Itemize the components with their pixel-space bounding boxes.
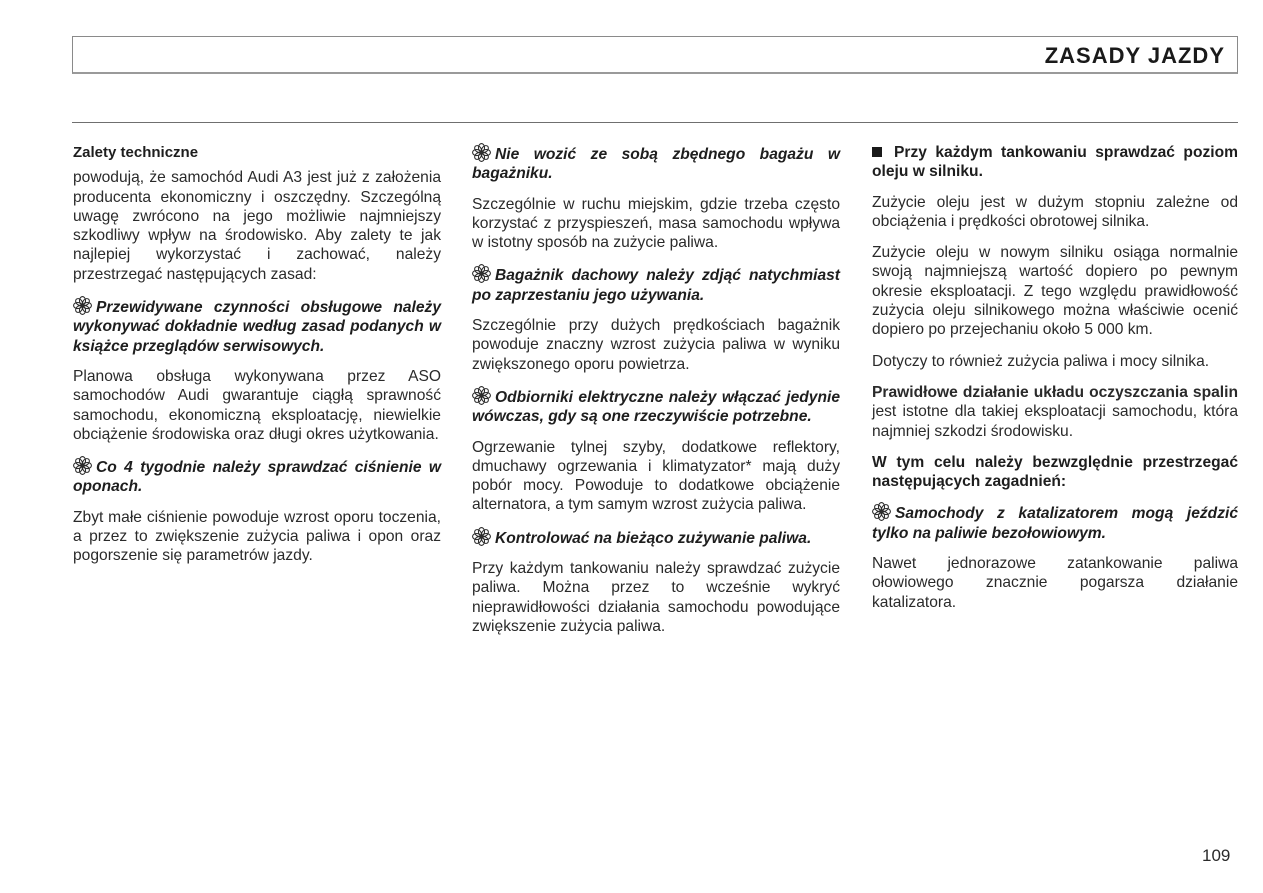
tip-heading-text: Co 4 tygodnie należy sprawdzać ciśnienie w oponach. xyxy=(73,459,441,496)
paragraph: powodują, że samochód Audi A3 jest już z założenia producenta ekonomiczny i oszczędny. Szczególną uwagę zwrócono na jego możliwie najmniejszy szkodliwy wpływ na środowisko. Aby zalety te jak najlepiej wykorzystać i zachować, należy przestrzegać następujących zasad: xyxy=(73,169,441,283)
paragraph: Przy każdym tankowaniu należy sprawdzać zużycie paliwa. Można przez to wcześnie wykryć nieprawidłowości działania samochodu powodujące zwiększenie zużycia paliwa. xyxy=(472,560,840,635)
paragraph: Nawet jednorazowe zatankowanie paliwa ołowiowego znacznie pogarsza działanie katalizatora. xyxy=(872,555,1238,611)
tip-heading xyxy=(73,456,441,497)
bullet-heading xyxy=(872,143,1238,182)
tip-heading-text: Nie wozić ze sobą zbędnego bagażu w bagażniku. xyxy=(472,146,840,183)
paragraph: Zużycie oleju jest w dużym stopniu zależne od obciążenia i prędkości obrotowej silnika. xyxy=(872,193,1238,230)
tip-heading xyxy=(872,502,1238,543)
bullet-heading-text: Przy każdym tankowaniu sprawdzać poziom oleju w silniku. xyxy=(872,144,1238,181)
tip-heading xyxy=(472,386,840,427)
paragraph: Zużycie oleju w nowym silniku osiąga normalnie swoją najmniejszą wartość dopiero po pewnym okresie eksploatacji. Z tego względu prawidłowość zużycia oleju silnikowego można właściwie ocenić dopiero po przejechaniu około 5 000 km. xyxy=(872,244,1238,339)
eco-flower-icon xyxy=(472,386,491,405)
eco-flower-icon xyxy=(472,264,491,283)
column-2 xyxy=(472,143,840,648)
page-title: ZASADY JAZDY xyxy=(1044,43,1225,68)
paragraph: Zbyt małe ciśnienie powoduje wzrost oporu toczenia, a przez to zwiększenie zużycia paliwa i opon oraz pogorszenie się parametrów jazdy. xyxy=(73,508,441,565)
square-bullet-icon xyxy=(872,147,882,157)
tip-heading xyxy=(472,264,840,305)
header-divider xyxy=(72,122,1238,123)
tip-heading xyxy=(472,143,840,184)
paragraph: Ogrzewanie tylnej szyby, dodatkowe reflektory, dmuchawy ogrzewania i klimatyzator* mają duży pobór mocy. Powoduje to dodatkowe obciążenie alternatora, a tym samym wzrost zużycia paliwa. xyxy=(472,438,840,514)
eco-flower-icon xyxy=(472,143,491,162)
column-3 xyxy=(872,143,1238,624)
paragraph: Szczególnie przy dużych prędkościach bagażnik powoduje znaczny wzrost zużycia paliwa w wyniku zwiększonego oporu powietrza. xyxy=(472,317,840,373)
column-1 xyxy=(73,143,441,578)
eco-flower-icon xyxy=(73,456,92,475)
eco-flower-icon xyxy=(73,296,92,315)
bold-lead: Prawidłowe działanie układu oczyszczania spalin xyxy=(872,383,1238,401)
tip-heading-text: Przewidywane czynności obsługowe należy wykonywać dokładnie według zasad podanych w książce przeglądów serwisowych. xyxy=(73,299,441,355)
tip-heading xyxy=(472,527,840,548)
section-heading: Zalety techniczne xyxy=(73,144,199,161)
paragraph: Szczególnie w ruchu miejskim, gdzie trzeba często korzystać z przyspieszeń, masa samochodu wpływa w istotny sposób na zużycie paliwa. xyxy=(472,195,840,252)
bold-heading: W tym celu należy bezwzględnie przestrzegać następujących zagadnień: xyxy=(872,453,1238,491)
tip-heading-text: Samochody z katalizatorem mogą jeździć tylko na paliwie bezołowiowym. xyxy=(872,505,1238,542)
paragraph-rest: jest istotne dla takiej eksploatacji samochodu, która najmniej szkodzi środowisku. xyxy=(872,403,1238,440)
eco-flower-icon xyxy=(472,527,491,546)
tip-heading-text: Kontrolować na bieżąco zużywanie paliwa. xyxy=(495,529,812,547)
tip-heading-text: Odbiorniki elektryczne należy włączać jedynie wówczas, gdy są one rzeczywiście potrzebne. xyxy=(472,388,840,426)
tip-heading-text: Bagażnik dachowy należy zdjąć natychmiast po zaprzestaniu jego używania. xyxy=(472,267,840,304)
eco-flower-icon xyxy=(872,502,891,521)
tip-heading xyxy=(73,296,441,356)
header-box xyxy=(72,36,1238,74)
paragraph: Planowa obsługa wykonywana przez ASO samochodów Audi gwarantuje ciągłą sprawność samochodu, ekonomiczną eksploatację, niewielkie obciążenie środowiska oraz długi okres użytkowania. xyxy=(73,367,441,443)
paragraph: Dotyczy to również zużycia paliwa i mocy silnika. xyxy=(872,352,1210,370)
paragraph xyxy=(872,383,1238,441)
page-number: 109 xyxy=(1202,846,1231,865)
